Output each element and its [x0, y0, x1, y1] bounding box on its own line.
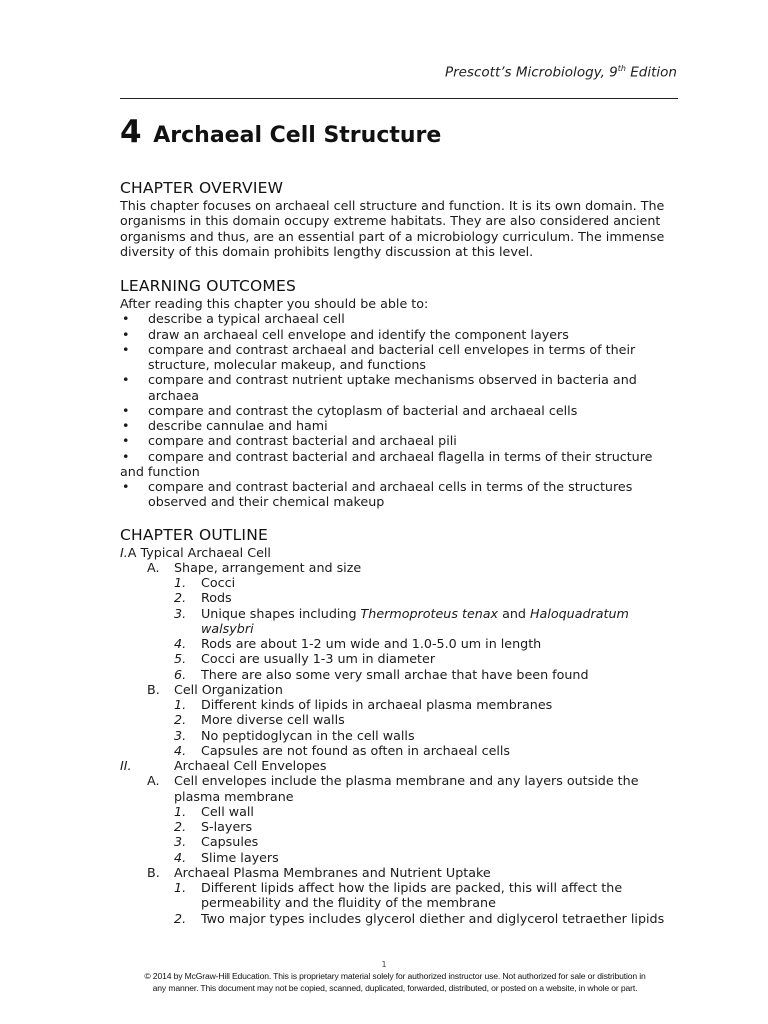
species-name: Thermoproteus tenax — [360, 605, 499, 621]
outline-marker: 3. — [174, 605, 187, 621]
outcome-text: describe cannulae and hami — [148, 418, 328, 433]
outline-marker: I. — [120, 544, 128, 560]
outcome-text: structure, molecular makeup, and functions — [148, 357, 426, 372]
outcomes-heading: LEARNING OUTCOMES — [120, 277, 297, 295]
outline-item-text: Cocci — [201, 575, 236, 590]
outcome-continuation: and function — [120, 463, 200, 479]
edition-superscript: th — [617, 64, 626, 73]
outline-heading: CHAPTER OUTLINE — [120, 525, 268, 544]
outcome-text: compare and contrast bacterial and archaeal cells in terms of the structures — [148, 479, 633, 494]
outline-item-text: Capsules are not found as often in archaeal cells — [201, 742, 511, 758]
outline-list — [120, 545, 680, 926]
outline-item-text: Unique shapes including — [201, 605, 361, 621]
outline-marker: 2. — [174, 910, 187, 926]
edition-word: Edition — [625, 64, 677, 81]
outline-marker: 2. — [174, 590, 187, 606]
outcome-text: compare and contrast the cytoplasm of bacterial and archaeal cells — [148, 402, 578, 418]
outline-item-text: Cell wall — [201, 803, 254, 819]
outline-item — [120, 728, 680, 743]
bullet-glyph: • — [122, 402, 130, 418]
bullet-glyph: • — [122, 433, 130, 449]
copyright-line: © 2014 by McGraw-Hill Education. This is proprietary material solely for authorized instructor use. Not authorized for sale or distribution in — [144, 971, 646, 981]
outline-marker: 2. — [174, 819, 187, 834]
bullet-glyph: • — [122, 341, 130, 357]
outline-item-text: Different kinds of lipids in archaeal plasma membranes — [201, 697, 553, 712]
chapter-title — [120, 114, 441, 150]
outline-item-text: There are also some very small archae that have been found — [201, 666, 589, 682]
outline-marker: 1. — [174, 697, 187, 712]
outline-section-1 — [120, 545, 680, 560]
outcome-text: observed and their chemical makeup — [148, 494, 385, 510]
species-name: Haloquadratum — [530, 605, 629, 621]
outcome-item — [120, 327, 680, 342]
outline-item-text: and — [498, 605, 531, 621]
outline-item-text: Slime layers — [201, 849, 279, 865]
outline-item-text: S-layers — [201, 819, 253, 834]
running-header — [445, 64, 677, 81]
outcome-text: draw an archaeal cell envelope and identify the component layers — [148, 326, 569, 342]
outline-item-text: Cocci are usually 1-3 um in diameter — [201, 651, 436, 667]
outline-marker: 1. — [174, 803, 187, 819]
overview-line: diversity of this domain prohibits lengthy discussion at this level. — [120, 243, 534, 259]
outline-section-title: A Typical Archaeal Cell — [127, 544, 271, 560]
outline-marker: A. — [147, 559, 160, 575]
outline-marker: 2. — [174, 712, 187, 728]
outline-item-text: Rods — [201, 590, 232, 606]
outline-item-text: Two major types includes glycerol diether and diglycerol tetraether lipids — [201, 910, 665, 926]
book-title: Prescott’s Microbiology, 9 — [444, 64, 618, 81]
outline-marker: 6. — [174, 666, 187, 682]
outcome-text: compare and contrast bacterial and archaeal pili — [148, 433, 457, 449]
bullet-glyph: • — [122, 372, 130, 388]
outline-marker: 4. — [174, 636, 187, 651]
outcomes-list — [120, 311, 680, 509]
outline-item — [120, 743, 680, 758]
outline-subsection-title: Cell Organization — [174, 681, 283, 697]
outline-item-text: Different lipids affect how the lipids are packed, this will affect the — [201, 880, 623, 895]
outline-marker: A. — [147, 773, 160, 789]
outcome-item — [120, 449, 680, 464]
outcome-text: archaea — [148, 387, 200, 403]
outcome-text: compare and contrast bacterial and archaeal flagella in terms of their structure — [148, 448, 653, 464]
bullet-glyph: • — [122, 418, 130, 433]
outcome-text: compare and contrast nutrient uptake mechanisms observed in bacteria and — [148, 372, 637, 388]
outline-item — [120, 911, 680, 926]
bullet-glyph: • — [122, 448, 130, 464]
outline-item — [120, 804, 680, 819]
outline-item — [120, 606, 680, 637]
overview-heading: CHAPTER OVERVIEW — [120, 179, 284, 197]
outline-subsection-title: Cell envelopes include the plasma membrane and any layers outside the — [174, 773, 639, 789]
outline-item — [120, 880, 680, 911]
outline-subsection — [120, 682, 680, 697]
outline-marker: 1. — [174, 880, 187, 895]
outcome-item — [120, 372, 680, 403]
outline-section-2 — [120, 758, 680, 773]
outline-item — [120, 636, 680, 651]
page-number: 1 — [381, 960, 387, 969]
outline-item-text: Rods are about 1-2 um wide and 1.0-5.0 um in length — [201, 636, 542, 651]
outline-item-text: Capsules — [201, 834, 259, 850]
outline-subsection — [120, 773, 680, 804]
bullet-glyph: • — [122, 311, 130, 327]
outline-marker: B. — [147, 681, 160, 697]
page-content — [120, 178, 680, 926]
overview-line: This chapter focuses on archaeal cell structure and function. It is its own domain. The — [120, 198, 665, 213]
header-rule — [120, 98, 678, 99]
overview-line: organisms and thus, are an essential part of a microbiology curriculum. The immense — [120, 228, 665, 244]
overview-paragraph — [120, 198, 680, 259]
outline-item — [120, 590, 680, 605]
outcome-text: compare and contrast archaeal and bacterial cell envelopes in terms of their — [148, 341, 636, 357]
outline-marker: 4. — [174, 742, 187, 758]
outline-item — [120, 834, 680, 849]
outcome-text: describe a typical archaeal cell — [148, 311, 345, 327]
outline-item — [120, 667, 680, 682]
outline-marker: II. — [120, 758, 132, 773]
outline-subsection — [120, 865, 680, 880]
outline-item-text: More diverse cell walls — [201, 712, 345, 728]
outcome-item — [120, 342, 680, 373]
chapter-name: Archaeal Cell Structure — [153, 123, 442, 148]
outline-item — [120, 697, 680, 712]
outline-item-text: permeability and the fluidity of the membrane — [201, 895, 496, 911]
outcome-item — [120, 433, 680, 448]
outline-item — [120, 651, 680, 666]
outcomes-intro: After reading this chapter you should be able to: — [120, 296, 429, 311]
outline-marker: 3. — [174, 727, 187, 743]
overview-line: organisms in this domain occupy extreme habitats. They are also considered ancient — [120, 213, 661, 229]
bullet-glyph: • — [122, 479, 130, 494]
outcome-item — [120, 311, 680, 326]
outline-subsection-title: plasma membrane — [174, 788, 294, 804]
outline-item — [120, 850, 680, 865]
outline-marker: B. — [147, 864, 160, 880]
outline-item-text: No peptidoglycan in the cell walls — [201, 727, 415, 743]
outcome-item — [120, 418, 680, 433]
chapter-number: 4 — [120, 114, 142, 150]
outline-subsection-title: Shape, arrangement and size — [174, 559, 362, 575]
copyright-footer — [112, 970, 678, 994]
outline-section-title: Archaeal Cell Envelopes — [174, 758, 327, 773]
outline-subsection-title: Archaeal Plasma Membranes and Nutrient Uptake — [174, 864, 491, 880]
outline-marker: 5. — [174, 651, 187, 667]
outcome-item — [120, 479, 680, 510]
bullet-glyph: • — [122, 326, 130, 342]
outline-marker: 1. — [174, 575, 187, 590]
species-name: walsybri — [201, 620, 254, 636]
outline-subsection — [120, 560, 680, 575]
outline-item — [120, 819, 680, 834]
copyright-line: any manner. This document may not be copied, scanned, duplicated, forwarded, distributed, or posted on a website, in whole or part. — [152, 983, 638, 993]
outline-item — [120, 575, 680, 590]
outline-marker: 4. — [174, 849, 187, 865]
outcome-item — [120, 403, 680, 418]
outline-item — [120, 712, 680, 727]
outline-marker: 3. — [174, 834, 187, 850]
